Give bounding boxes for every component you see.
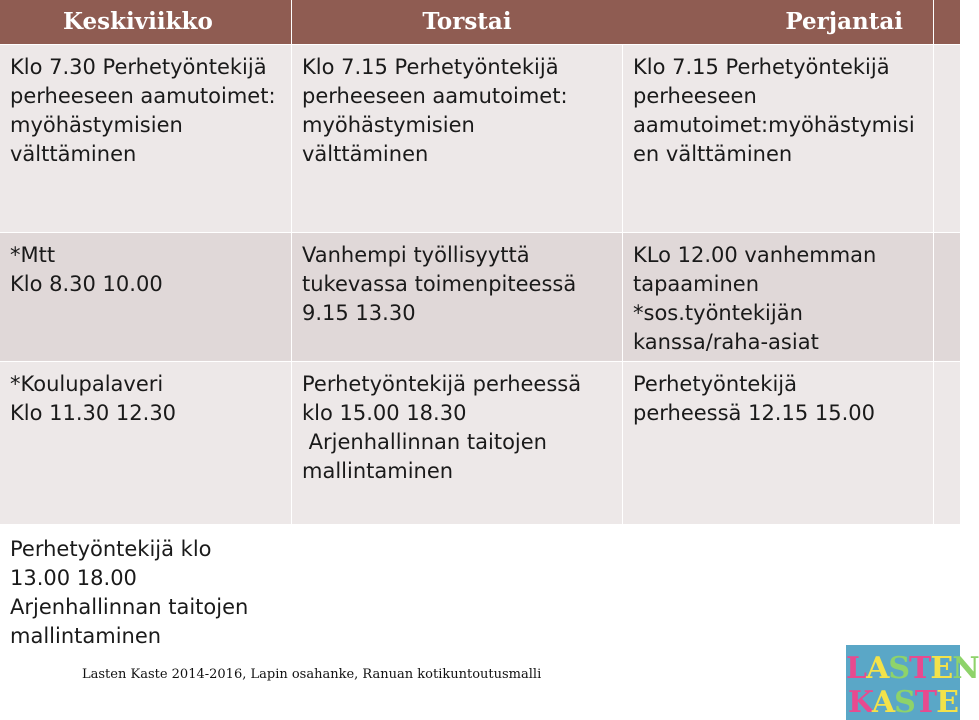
cell-fri-2: KLo 12.00 vanhemman tapaaminen *sos.työntekijän kanssa/raha-asiat <box>623 233 933 361</box>
cell-extra-3 <box>934 362 960 524</box>
header-friday: Perjantai <box>623 0 933 44</box>
cell-fri-3: Perhetyöntekijä perheessä 12.15 15.00 <box>623 362 933 524</box>
cell-wed-1: Klo 7.30 Perhetyöntekijä perheeseen aamutoimet: myöhästymisien välttäminen <box>0 45 291 232</box>
cell-thu-3: Perhetyöntekijä perheessä klo 15.00 18.30 Arjenhallinnan taitojen mallintaminen <box>292 362 622 524</box>
cell-extra-2 <box>934 233 960 361</box>
cell-thu-4 <box>292 525 622 720</box>
cell-thu-2: Vanhempi työllisyyttä tukevassa toimenpiteessä 9.15 13.30 <box>292 233 622 361</box>
header-thursday: Torstai <box>292 0 632 44</box>
lasten-kaste-logo <box>846 645 979 720</box>
cell-fri-1: Klo 7.15 Perhetyöntekijä perheeseen aamutoimet:myöhästymisi en välttäminen <box>623 45 933 232</box>
header-extra-column <box>934 0 960 44</box>
cell-thu-1: Klo 7.15 Perhetyöntekijä perheeseen aamutoimet: myöhästymisien välttäminen <box>292 45 622 232</box>
cell-wed-2: *Mtt Klo 8.30 10.00 <box>0 233 291 361</box>
header-wednesday: Keskiviikko <box>0 0 291 44</box>
logo-line-1: LASTEN <box>846 651 979 686</box>
logo-line-2: KASTE <box>847 685 958 720</box>
cell-extra-1 <box>934 45 960 232</box>
cell-wed-3: *Koulupalaveri Klo 11.30 12.30 <box>0 362 291 524</box>
cell-wed-4: Perhetyöntekijä klo 13.00 18.00 Arjenhallinnan taitojen mallintaminen <box>0 525 291 720</box>
footer-text: Lasten Kaste 2014-2016, Lapin osahanke, Ranuan kotikuntoutusmalli <box>82 667 542 682</box>
